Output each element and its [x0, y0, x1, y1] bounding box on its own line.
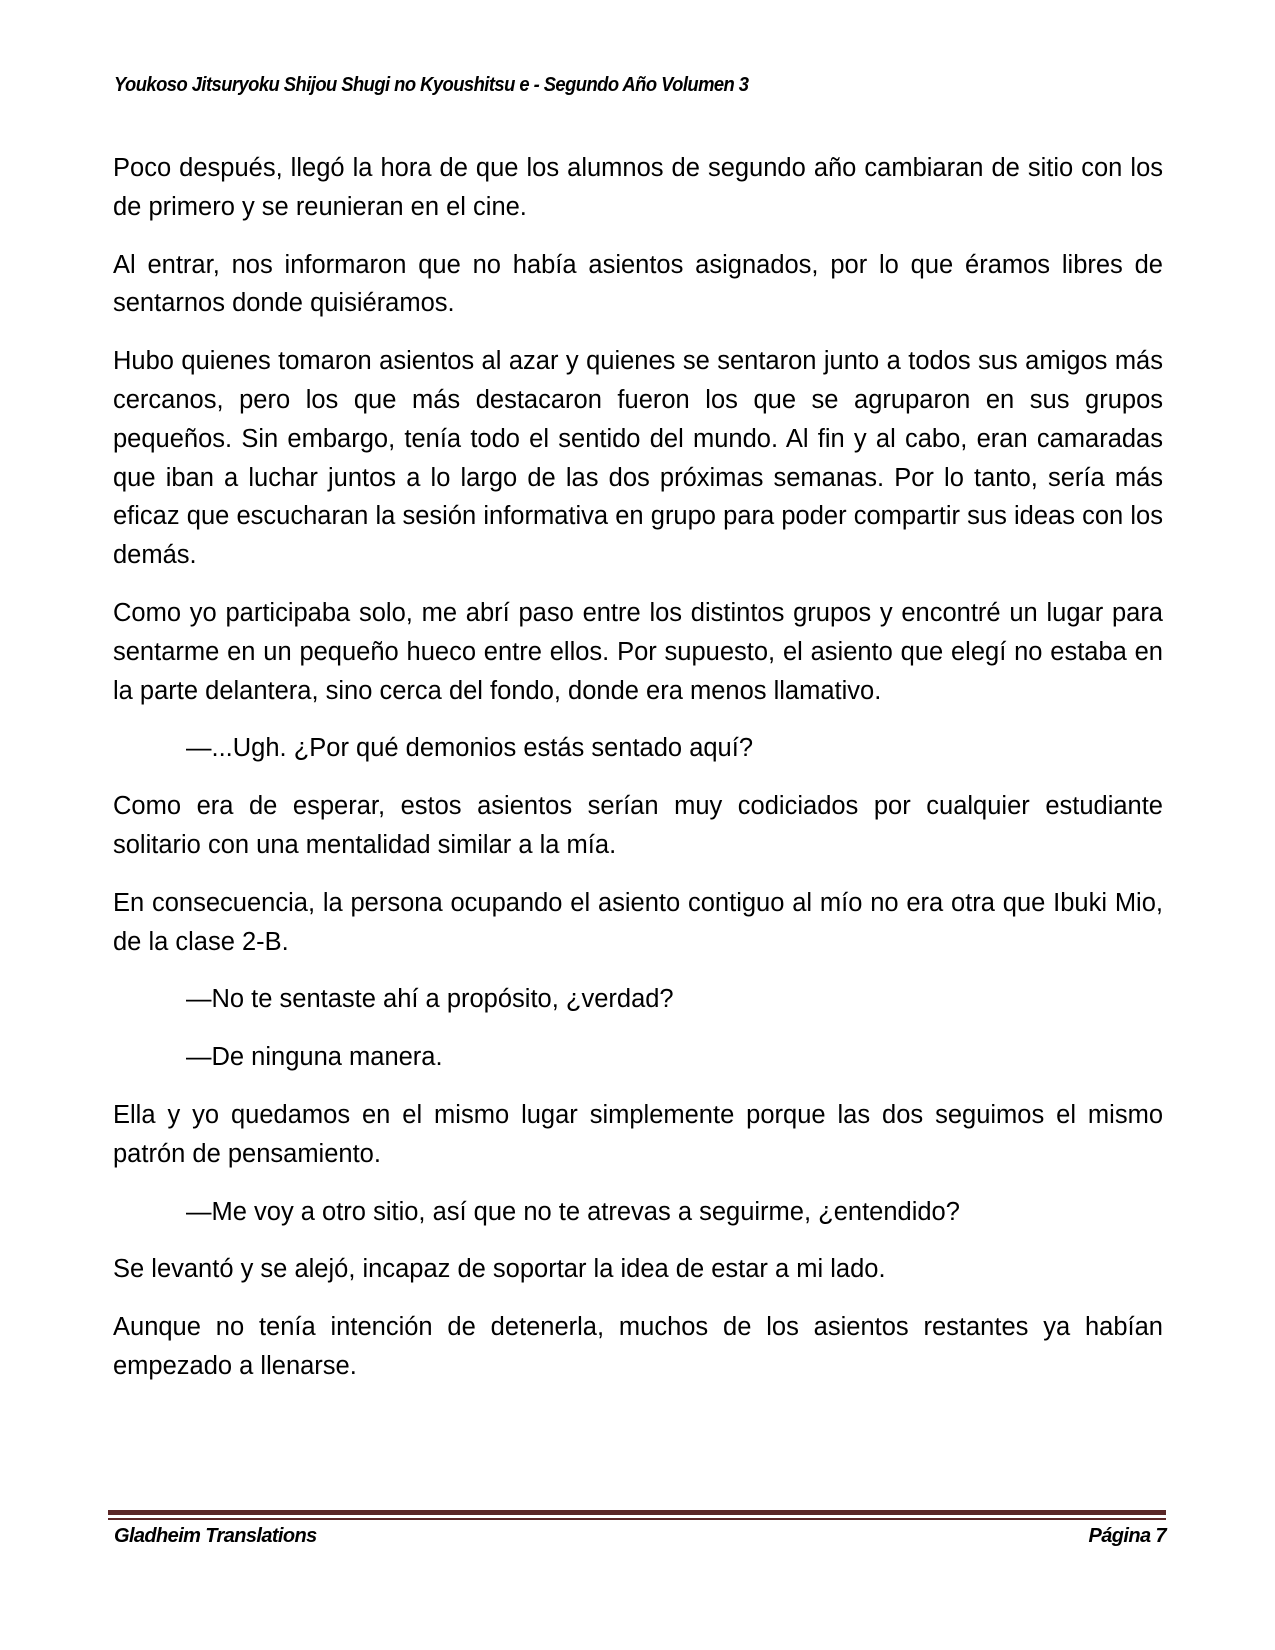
paragraph: Aunque no tenía intención de detenerla, muchos de los asientos restantes ya habían empezado a llenarse.	[113, 1313, 1163, 1380]
footer-rule-thick	[108, 1510, 1166, 1515]
paragraph: Poco después, llegó la hora de que los alumnos de segundo año cambiaran de sitio con los de primero y se reunieran en el cine.	[113, 154, 1163, 221]
footer-translator: Gladheim Translations	[114, 1525, 317, 1547]
dialogue-line: —No te sentaste ahí a propósito, ¿verdad?	[186, 985, 674, 1014]
paragraph: En consecuencia, la persona ocupando el asiento contiguo al mío no era otra que Ibuki Mio, de la clase 2-B.	[113, 888, 1163, 956]
paragraph: Se levantó y se alejó, incapaz de soportar la idea de estar a mi lado.	[113, 1255, 886, 1284]
page-number: Página 7	[1088, 1525, 1166, 1547]
paragraph: Hubo quienes tomaron asientos al azar y quienes se sentaron junto a todos sus amigos más cercanos, pero los que más destacaron fueron los que se agruparon en sus grupos pequeños. Sin embargo, tenía todo el sentido del mundo. Al fin y al cabo, eran camaradas que iban a luchar juntos a lo largo de las dos próximas semanas. Por lo tanto, sería más eficaz que escucharan la sesión informativa en grupo para poder compartir sus ideas con los demás.	[113, 347, 1163, 570]
paragraph: Como yo participaba solo, me abrí paso entre los distintos grupos y encontré un lugar para sentarme en un pequeño hueco entre ellos. Por supuesto, el asiento que elegí no estaba en la parte delantera, sino cerca del fondo, donde era menos llamativo.	[113, 598, 1163, 705]
dialogue-line: —...Ugh. ¿Por qué demonios estás sentado aquí?	[186, 734, 754, 763]
paragraph: Como era de esperar, estos asientos serían muy codiciados por cualquier estudiante solitario con una mentalidad similar a la mía.	[113, 792, 1163, 859]
dialogue-line: —De ninguna manera.	[186, 1043, 443, 1072]
footer-rule-thin	[108, 1518, 1166, 1520]
dialogue-line: —Me voy a otro sitio, así que no te atrevas a seguirme, ¿entendido?	[186, 1197, 960, 1226]
paragraph: Ella y yo quedamos en el mismo lugar simplemente porque las dos seguimos el mismo patrón de pensamiento.	[113, 1100, 1163, 1168]
page-body	[113, 149, 1163, 1405]
paragraph: Al entrar, nos informaron que no había asientos asignados, por lo que éramos libres de sentarnos donde quisiéramos.	[113, 250, 1163, 318]
running-header: Youkoso Jitsuryoku Shijou Shugi no Kyoushitsu e - Segundo Año Volumen 3	[114, 74, 749, 96]
